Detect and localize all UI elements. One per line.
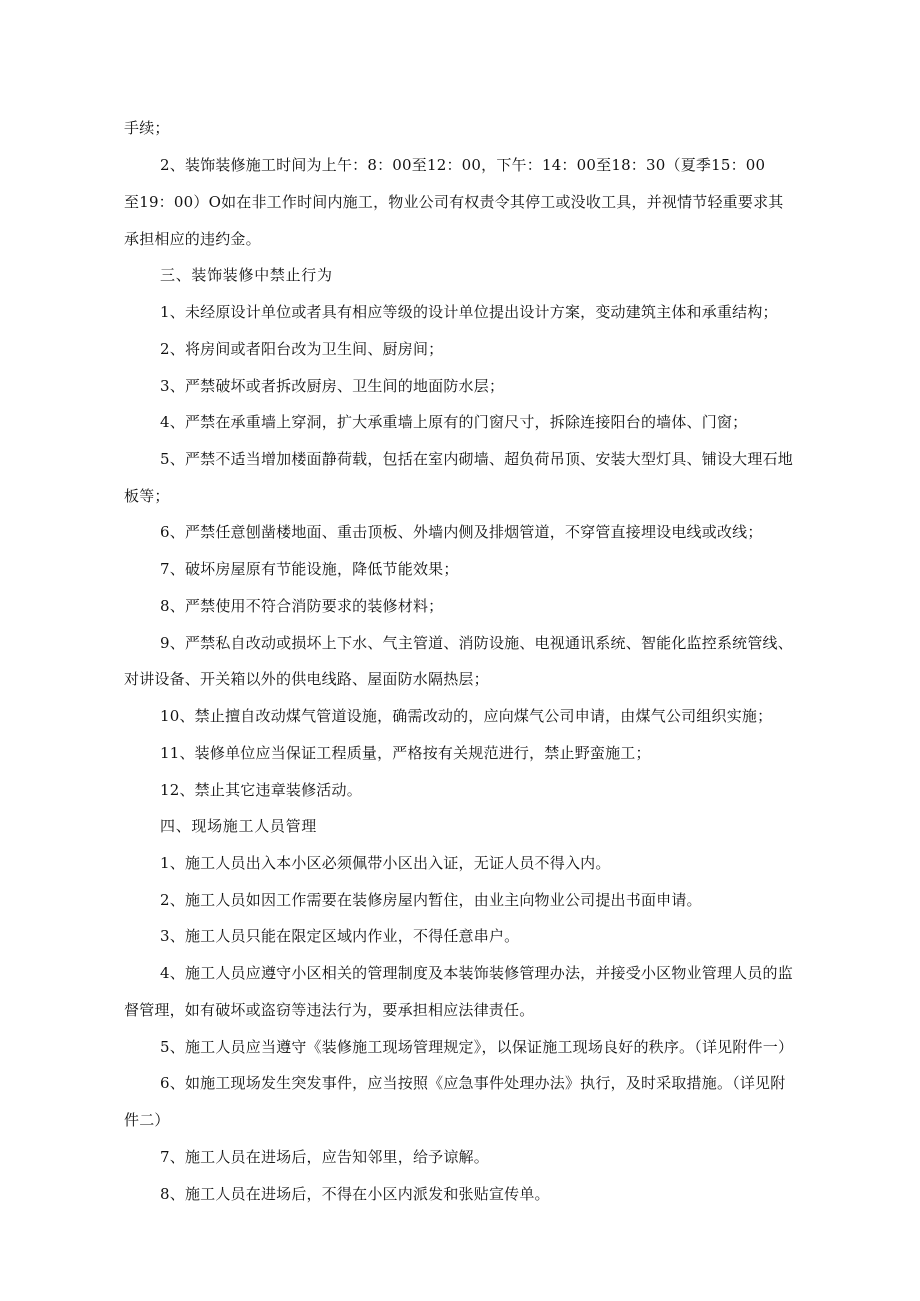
paragraph-line: 手续；: [124, 119, 170, 137]
section-heading: 三、装饰装修中禁止行为: [160, 266, 333, 284]
paragraph-line: 10、禁止擅自改动煤气管道设施，确需改动的，应向煤气公司申请，由煤气公司组织实施；: [160, 707, 773, 725]
paragraph-line: 11、装修单位应当保证工程质量，严格按有关规范进行，禁止野蛮施工；: [160, 744, 651, 762]
paragraph-line: 5、严禁不适当增加楼面静荷载，包括在室内砌墙、超负荷吊顶、安装大型灯具、铺设大理石地: [160, 450, 793, 468]
paragraph-line: 7、破坏房屋原有节能设施，降低节能效果；: [160, 560, 459, 578]
paragraph-line: 6、如施工现场发生突发事件，应当按照《应急事件处理办法》执行，及时采取措施。（详见附: [160, 1074, 786, 1092]
paragraph-line: 12、禁止其它违章装修活动。: [160, 781, 362, 799]
paragraph-line: 3、施工人员只能在限定区域内作业，不得任意串户。: [160, 927, 520, 945]
paragraph-line: 7、施工人员在进场后，应告知邻里，给予谅解。: [160, 1148, 489, 1166]
paragraph-line: 2、将房间或者阳台改为卫生间、厨房间；: [160, 340, 444, 358]
paragraph-line: 4、施工人员应遵守小区相关的管理制度及本装饰装修管理办法，并接受小区物业管理人员的监: [160, 964, 793, 982]
paragraph-line: 件二）: [124, 1111, 170, 1129]
paragraph-line: 5、施工人员应当遵守《装修施工现场管理规定》，以保证施工现场良好的秩序。（详见附件一）: [160, 1038, 794, 1056]
paragraph-line: 9、严禁私自改动或损坏上下水、气主管道、消防设施、电视通讯系统、智能化监控系统管线、: [160, 634, 793, 652]
section-heading: 四、现场施工人员管理: [160, 817, 318, 835]
paragraph-line: 6、严禁任意刨凿楼地面、重击顶板、外墙内侧及排烟管道，不穿管直接埋设电线或改线；: [160, 523, 763, 541]
paragraph-line: 至19：00）O如在非工作时间内施工，物业公司有权责令其停工或没收工具，并视情节轻重要求其: [124, 193, 784, 211]
paragraph-line: 承担相应的违约金。: [124, 230, 261, 248]
paragraph-line: 2、装饰装修施工时间为上午：8：00至12：00，下午：14：00至18：30（夏季15：00: [160, 156, 766, 174]
paragraph-line: 4、严禁在承重墙上穿洞，扩大承重墙上原有的门窗尺寸，拆除连接阳台的墙体、门窗；: [160, 413, 748, 431]
paragraph-line: 8、严禁使用不符合消防要求的装修材料；: [160, 597, 444, 615]
paragraph-line: 2、施工人员如因工作需要在装修房屋内暂住，由业主向物业公司提出书面申请。: [160, 891, 702, 909]
paragraph-line: 1、施工人员出入本小区必须佩带小区出入证，无证人员不得入内。: [160, 854, 611, 872]
paragraph-line: 1、未经原设计单位或者具有相应等级的设计单位提出设计方案，变动建筑主体和承重结构；: [160, 303, 778, 321]
paragraph-line: 3、严禁破坏或者拆改厨房、卫生间的地面防水层；: [160, 377, 505, 395]
paragraph-line: 8、施工人员在进场后，不得在小区内派发和张贴宣传单。: [160, 1185, 550, 1203]
paragraph-line: 督管理，如有破坏或盗窃等违法行为，要承担相应法律责任。: [124, 1001, 535, 1019]
paragraph-line: 对讲设备、开关箱以外的供电线路、屋面防水隔热层；: [124, 670, 489, 688]
paragraph-line: 板等；: [124, 487, 170, 505]
